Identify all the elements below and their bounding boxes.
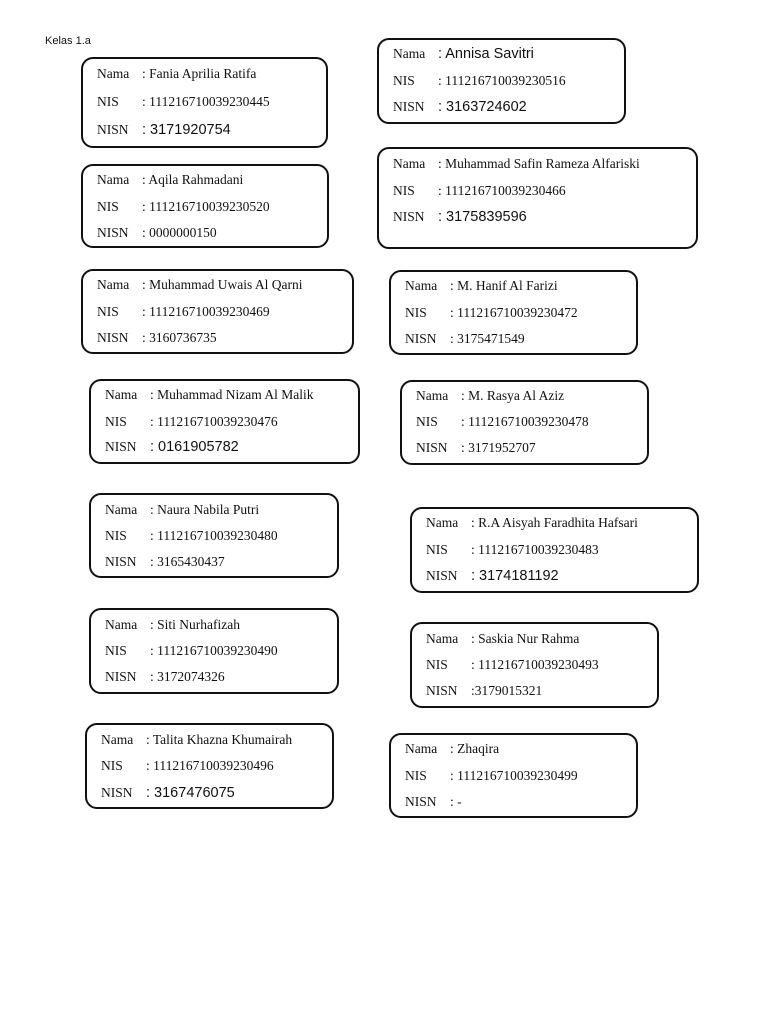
nis-value: : 111216710039230483 [471,542,599,557]
student-nisn-row [426,568,559,584]
nama-label: Nama [405,741,438,756]
student-name-row [97,172,243,188]
student-name-row [97,66,256,82]
student-nis-row [405,305,578,321]
nisn-label: NISN [426,683,458,698]
nisn-label: NISN [393,99,425,114]
nama-value: : Fania Aprilia Ratifa [142,66,257,81]
student-card [89,379,360,464]
student-name-row [416,388,564,404]
nisn-value: : - [450,794,462,809]
nis-value: : 111216710039230445 [142,94,270,109]
nis-label: NIS [97,199,119,214]
student-card [410,622,659,708]
nama-label: Nama [105,387,138,402]
nama-label: Nama [405,278,438,293]
nisn-label: NISN [405,331,437,346]
nisn-label: NISN [105,439,137,454]
student-name-row [101,732,292,748]
student-nis-row [97,94,270,110]
student-nis-row [97,304,270,320]
nis-value: : 111216710039230520 [142,199,270,214]
student-card [85,723,334,809]
nisn-label: NISN [97,122,129,137]
nama-value: : M. Hanif Al Farizi [450,278,558,293]
nama-value: : Muhammad Uwais Al Qarni [142,277,303,292]
nama-label: Nama [426,515,459,530]
nama-label: Nama [416,388,449,403]
student-nisn-row [393,209,527,225]
nisn-value: : 3165430437 [150,554,225,569]
student-name-row [426,515,638,531]
student-card [410,507,699,593]
nis-label: NIS [393,73,415,88]
nis-value: : 111216710039230480 [150,528,278,543]
nis-label: NIS [416,414,438,429]
student-nisn-row [97,122,231,138]
student-nisn-row [393,99,527,115]
nis-value: : 111216710039230476 [150,414,278,429]
nama-value: : Siti Nurhafizah [150,617,240,632]
nisn-label: NISN [101,785,133,800]
nis-label: NIS [97,94,119,109]
nisn-value: : 3175471549 [450,331,525,346]
student-card [81,164,329,248]
student-nis-row [105,528,278,544]
student-nisn-row [105,439,239,455]
student-name-row [393,46,534,62]
student-nis-row [426,542,599,558]
nama-value: : Muhammad Nizam Al Malik [150,387,314,402]
student-nisn-row [426,683,542,699]
nis-label: NIS [101,758,123,773]
student-name-row [105,387,313,403]
nis-value: : 111216710039230496 [146,758,274,773]
nisn-value: : 3174181192 [471,568,559,584]
student-nisn-row [105,669,225,685]
student-name-row [426,631,579,647]
nama-label: Nama [105,617,138,632]
nisn-value: : 3171920754 [142,122,231,138]
nama-label: Nama [105,502,138,517]
student-name-row [393,156,640,172]
student-nisn-row [101,785,235,801]
student-name-row [97,277,302,293]
nisn-value: : 0000000150 [142,225,217,240]
nis-value: : 111216710039230469 [142,304,270,319]
student-nis-row [426,657,599,673]
nis-label: NIS [405,768,427,783]
class-label: Kelas 1.a [45,35,91,47]
nis-label: NIS [405,305,427,320]
nis-label: NIS [105,643,127,658]
student-card [89,493,339,578]
student-card [389,733,638,818]
student-nis-row [105,414,278,430]
nama-value: : Annisa Savitri [438,46,534,62]
nisn-label: NISN [105,554,137,569]
student-nisn-row [405,794,462,810]
student-name-row [405,741,499,757]
nisn-value: : 3171952707 [461,440,536,455]
student-nis-row [405,768,578,784]
nis-value: : 111216710039230493 [471,657,599,672]
student-name-row [405,278,558,294]
nis-label: NIS [105,414,127,429]
student-nis-row [105,643,278,659]
student-card [377,38,626,124]
student-nis-row [101,758,274,774]
student-nisn-row [97,225,217,241]
nama-label: Nama [97,277,130,292]
nis-label: NIS [105,528,127,543]
nis-label: NIS [426,542,448,557]
nis-value: : 111216710039230478 [461,414,589,429]
nis-value: : 111216710039230499 [450,768,578,783]
nis-label: NIS [97,304,119,319]
nama-label: Nama [393,46,426,61]
nama-value: : Naura Nabila Putri [150,502,260,517]
nama-value: : Muhammad Safin Rameza Alfariski [438,156,640,171]
nama-label: Nama [97,172,130,187]
student-name-row [105,502,259,518]
student-nisn-row [105,554,225,570]
nama-label: Nama [393,156,426,171]
nisn-label: NISN [405,794,437,809]
student-nis-row [416,414,589,430]
nisn-value: : 3167476075 [146,785,235,801]
student-name-row [105,617,240,633]
student-nisn-row [405,331,525,347]
nama-value: : M. Rasya Al Aziz [461,388,565,403]
student-nis-row [97,199,270,215]
student-card [400,380,649,465]
nisn-value: : 3160736735 [142,330,217,345]
nisn-value: : 3172074326 [150,669,225,684]
nisn-label: NISN [393,209,425,224]
nama-value: : Zhaqira [450,741,500,756]
nisn-value: : 3163724602 [438,99,527,115]
nis-value: : 111216710039230516 [438,73,566,88]
nis-label: NIS [393,183,415,198]
student-nis-row [393,73,566,89]
student-nisn-row [97,330,217,346]
nisn-label: NISN [416,440,448,455]
student-nisn-row [416,440,536,456]
nisn-label: NISN [97,330,129,345]
nisn-value: : 3175839596 [438,209,527,225]
nis-label: NIS [426,657,448,672]
nis-value: : 111216710039230472 [450,305,578,320]
nama-label: Nama [101,732,134,747]
nisn-value: :3179015321 [471,683,543,698]
nama-value: : R.A Aisyah Faradhita Hafsari [471,515,638,530]
nisn-value: : 0161905782 [150,439,239,455]
nisn-label: NISN [105,669,137,684]
nama-label: Nama [426,631,459,646]
nama-value: : Talita Khazna Khumairah [146,732,293,747]
student-card [81,269,354,354]
nisn-label: NISN [426,568,458,583]
nama-value: : Aqila Rahmadani [142,172,244,187]
student-nis-row [393,183,566,199]
nisn-label: NISN [97,225,129,240]
nis-value: : 111216710039230490 [150,643,278,658]
student-card [89,608,339,694]
student-card [389,270,638,355]
nis-value: : 111216710039230466 [438,183,566,198]
nama-label: Nama [97,66,130,81]
student-card [81,57,328,148]
student-card [377,147,698,249]
nama-value: : Saskia Nur Rahma [471,631,580,646]
